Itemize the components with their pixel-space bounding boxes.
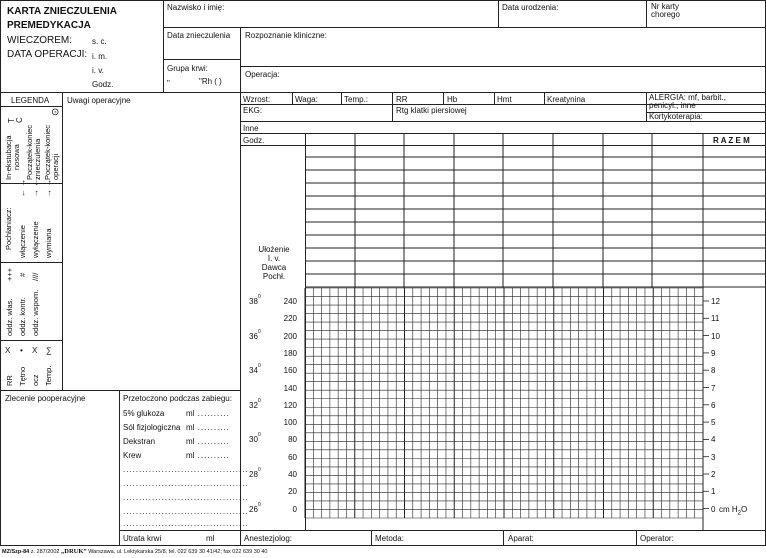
legend-title: LEGENDA (11, 96, 50, 105)
anesthesia-start-line1: Początek-koniec (25, 124, 34, 180)
circle-dot-icon: ⊙ (51, 107, 60, 118)
position-label (251, 245, 297, 281)
birth-date-field[interactable]: Data urodzenia: (502, 3, 559, 12)
dots: .......... (194, 451, 230, 460)
absorber-on-label: włączenie (18, 225, 27, 258)
other-field[interactable]: Inne (243, 124, 259, 133)
cmh2o-tick-label: 3 (711, 452, 716, 462)
pressure-tick-label: 120 (283, 400, 297, 410)
cmh2o-tick-label: 8 (711, 366, 716, 376)
weight-field[interactable]: Waga: (295, 95, 318, 104)
anesthesia-start-end-label (26, 125, 42, 180)
anesthesiologist-field[interactable]: Anestezjolog: (244, 534, 293, 543)
pressure-tick-label: 240 (283, 297, 297, 306)
degree-mark: 0 (258, 467, 261, 473)
pressure-tick-label: 40 (288, 470, 297, 479)
absorber-off-label: wyłączenie (31, 221, 40, 258)
cmh2o-tick-label: 1 (711, 487, 716, 497)
assisted-breathing-label: oddz. wspom. (31, 289, 40, 336)
allergy-field[interactable] (649, 94, 726, 110)
bp-label: RR (5, 375, 14, 386)
blood-loss-ml: ml (206, 534, 215, 543)
degree-mark: 0 (258, 501, 261, 508)
temperature-tick-label: 36 (249, 331, 258, 341)
temperature-tick-label: 30 (249, 435, 258, 445)
intubation-label (5, 135, 21, 180)
dots: .......... (194, 423, 230, 432)
printer-address: Warszawa, ul. Lektykarska 25/8, tel. 022 639 30 41/42; fax 022 639 30 40 (88, 549, 268, 555)
transfused-label: Przetoczono podczas zabiegu: (123, 394, 232, 403)
cmh2o-unit (719, 505, 747, 517)
degree-mark: 0 (258, 432, 261, 439)
method-field[interactable]: Metoda: (375, 534, 404, 543)
pressure-tick-label: 180 (283, 348, 297, 358)
pressure-tick-label: 200 (283, 331, 297, 341)
slash-symbol: //// (31, 272, 40, 281)
operation-start-line1: Początek-koniec (43, 124, 52, 180)
glucose-ml-field[interactable] (186, 409, 230, 418)
sc-label: s. c. (92, 37, 107, 46)
position-line2: I. v. (267, 254, 281, 263)
controlled-breathing-label: oddz. kontr. (18, 297, 27, 336)
pressure-tick-label: 60 (288, 452, 297, 462)
cmh2o-tick-label: 12 (711, 297, 720, 306)
spontaneous-breathing-label: oddz. włas. (5, 298, 14, 336)
degree-mark: 0 (258, 397, 261, 404)
ml-unit: ml (186, 451, 195, 460)
absorber-change-label: wymiana (44, 228, 53, 258)
pulse-label: Tętno (18, 366, 27, 386)
anesthesia-start-line2: znieczulenia (33, 138, 42, 180)
blood-group-field[interactable]: Grupa krwi: (167, 64, 208, 73)
saline-label: Sól fizjologiczna (123, 423, 181, 432)
height-field[interactable]: Wzrost: (243, 95, 271, 104)
creatinine-field[interactable]: Kreatynina (547, 95, 586, 104)
tc-symbol (8, 117, 24, 123)
hb-field[interactable]: Hb (447, 95, 458, 104)
blood-loss-field[interactable]: Utrata krwi (123, 534, 162, 543)
blank-line-1[interactable]: ....................................... (123, 465, 249, 474)
total-header: R A Z E M (713, 136, 750, 145)
rh-field[interactable]: "Rh ( ) (199, 77, 222, 86)
dots: .......... (194, 437, 230, 446)
temperature-tick-label: 32 (249, 400, 258, 410)
blank-line-3[interactable]: ....................................... (123, 493, 249, 502)
operation-start-line2: operacji (51, 153, 60, 180)
cmh2o-sub: 2 (737, 510, 742, 517)
premedication-title: PREMEDYKACJA (7, 20, 91, 31)
anesthesia-date-field[interactable]: Data znieczulenia (167, 31, 231, 40)
im-label: i. m. (92, 52, 108, 61)
hour-row-label: Godz. (243, 136, 265, 145)
surgeon-field[interactable]: Operator: (640, 534, 674, 543)
cmh2o-end: O (741, 505, 748, 514)
pulse-symbol: • (20, 346, 23, 355)
glucose-label: 5% glukoza (123, 409, 165, 418)
degree-mark: 0 (258, 363, 261, 370)
blood-label: Krew (123, 451, 142, 460)
surgical-notes-field[interactable]: Uwagi operacyjne (67, 96, 131, 105)
position-line4: Pochł. (262, 272, 286, 281)
bp-symbol: X (5, 346, 11, 355)
patient-name-field[interactable]: Nazwisko i imię: (167, 3, 225, 12)
footer (2, 548, 267, 555)
ml-unit: ml (186, 409, 195, 418)
saline-ml-field[interactable] (186, 423, 230, 432)
blank-line-4[interactable]: ....................................... (123, 507, 249, 516)
dextran-ml-field[interactable] (186, 437, 230, 446)
cmh2o-tick-label: 2 (711, 470, 716, 479)
pressure-tick-label: 0 (292, 504, 297, 514)
cmh2o-unit-text: cm H (719, 505, 738, 514)
diagnosis-field[interactable]: Rozpoznanie kliniczne: (245, 31, 327, 40)
degree-mark: 0 (258, 294, 261, 300)
card-number-line1: Nr karty (651, 2, 679, 11)
dextran-label: Dekstran (123, 437, 156, 446)
pressure-tick-label: 100 (283, 418, 297, 428)
blank-line-5[interactable]: ....................................... (123, 519, 249, 528)
operation-field[interactable]: Operacja: (245, 70, 280, 79)
blank-line-2[interactable]: ....................................... (123, 479, 249, 488)
arrows-off-icon: → ← (31, 178, 40, 197)
pressure-tick-label: 140 (283, 383, 297, 393)
form-number: z. 287/2002 (30, 549, 60, 555)
dots: .......... (194, 409, 230, 418)
hash-symbol: # (18, 272, 27, 277)
allergy-line2: penicyl., inne (649, 101, 696, 110)
plus-symbol: +++ (5, 267, 14, 281)
cmh2o-tick-label: 0 (711, 504, 716, 514)
temperature-label: Temp. (44, 365, 53, 386)
temp-field[interactable]: Temp.: (344, 95, 369, 104)
apparatus-field[interactable]: Aparat: (508, 534, 534, 543)
position-line1: Ułożenie (258, 245, 290, 254)
ml-unit: ml (186, 423, 195, 432)
rr-field[interactable]: RR (396, 95, 408, 104)
operation-start-end-label (44, 125, 60, 180)
hmt-field[interactable]: Hmt (497, 95, 512, 104)
cvp-symbol: X (32, 346, 38, 355)
intubation-line2: nosowa (12, 144, 21, 170)
iv-label: i. v. (92, 66, 104, 75)
card-number-field[interactable] (651, 3, 680, 19)
cmh2o-tick-label: 5 (711, 418, 716, 428)
ekg-field[interactable]: EKG: (243, 106, 263, 115)
postop-orders-field[interactable]: Zlecenie pooperacyjne (5, 394, 86, 403)
temperature-tick-label: 38 (249, 297, 258, 306)
printer-name: „DRUK” (61, 548, 87, 555)
rh-quote: " (167, 79, 170, 88)
cmh2o-tick-label: 9 (711, 348, 716, 358)
temperature-tick-label: 26 (249, 504, 258, 514)
cmh2o-tick-label: 7 (711, 383, 716, 393)
arrows-on-icon: ← → (18, 178, 27, 197)
card-number-line2: chorego (651, 10, 680, 19)
corticotherapy-field[interactable]: Kortykoterapia: (649, 112, 703, 121)
form-code: MZ/Szp-84 (2, 549, 30, 555)
temp-symbol: ∑ (46, 346, 52, 355)
evening-label: WIECZOREM: (7, 35, 72, 46)
pressure-tick-label: 220 (283, 314, 297, 324)
degree-mark: 0 (258, 328, 261, 335)
absorber-label: Pochłaniacz: (4, 207, 13, 250)
form-title: KARTA ZNIECZULENIA (7, 6, 117, 17)
temperature-tick-label: 34 (249, 366, 258, 376)
arrows-change-icon: → → (44, 178, 53, 197)
pressure-tick-label: 20 (288, 487, 297, 497)
hour-label: Godz. (92, 80, 114, 89)
blood-ml-field[interactable] (186, 451, 230, 460)
c-symbol: C (15, 117, 24, 123)
position-line3: Dawca (261, 263, 287, 272)
temperature-tick-label: 28 (249, 470, 258, 479)
t-symbol: T (7, 118, 16, 123)
pressure-tick-label: 80 (288, 435, 297, 445)
intubation-line1: In-ekstubacja (4, 135, 13, 180)
chest-xray-field[interactable]: Rtg klatki piersiowej (396, 106, 467, 115)
pressure-tick-label: 160 (283, 366, 297, 376)
cmh2o-tick-label: 11 (711, 314, 720, 324)
operation-date-label: DATA OPERACJI: (7, 49, 88, 60)
cmh2o-tick-label: 10 (711, 331, 720, 341)
cmh2o-tick-label: 6 (711, 400, 716, 410)
cvp-label: ocz (31, 374, 40, 386)
allergy-line1: ALERGIA: mf, barbit., (649, 93, 726, 102)
ml-unit: ml (186, 437, 195, 446)
cmh2o-tick-label: 4 (711, 435, 716, 445)
